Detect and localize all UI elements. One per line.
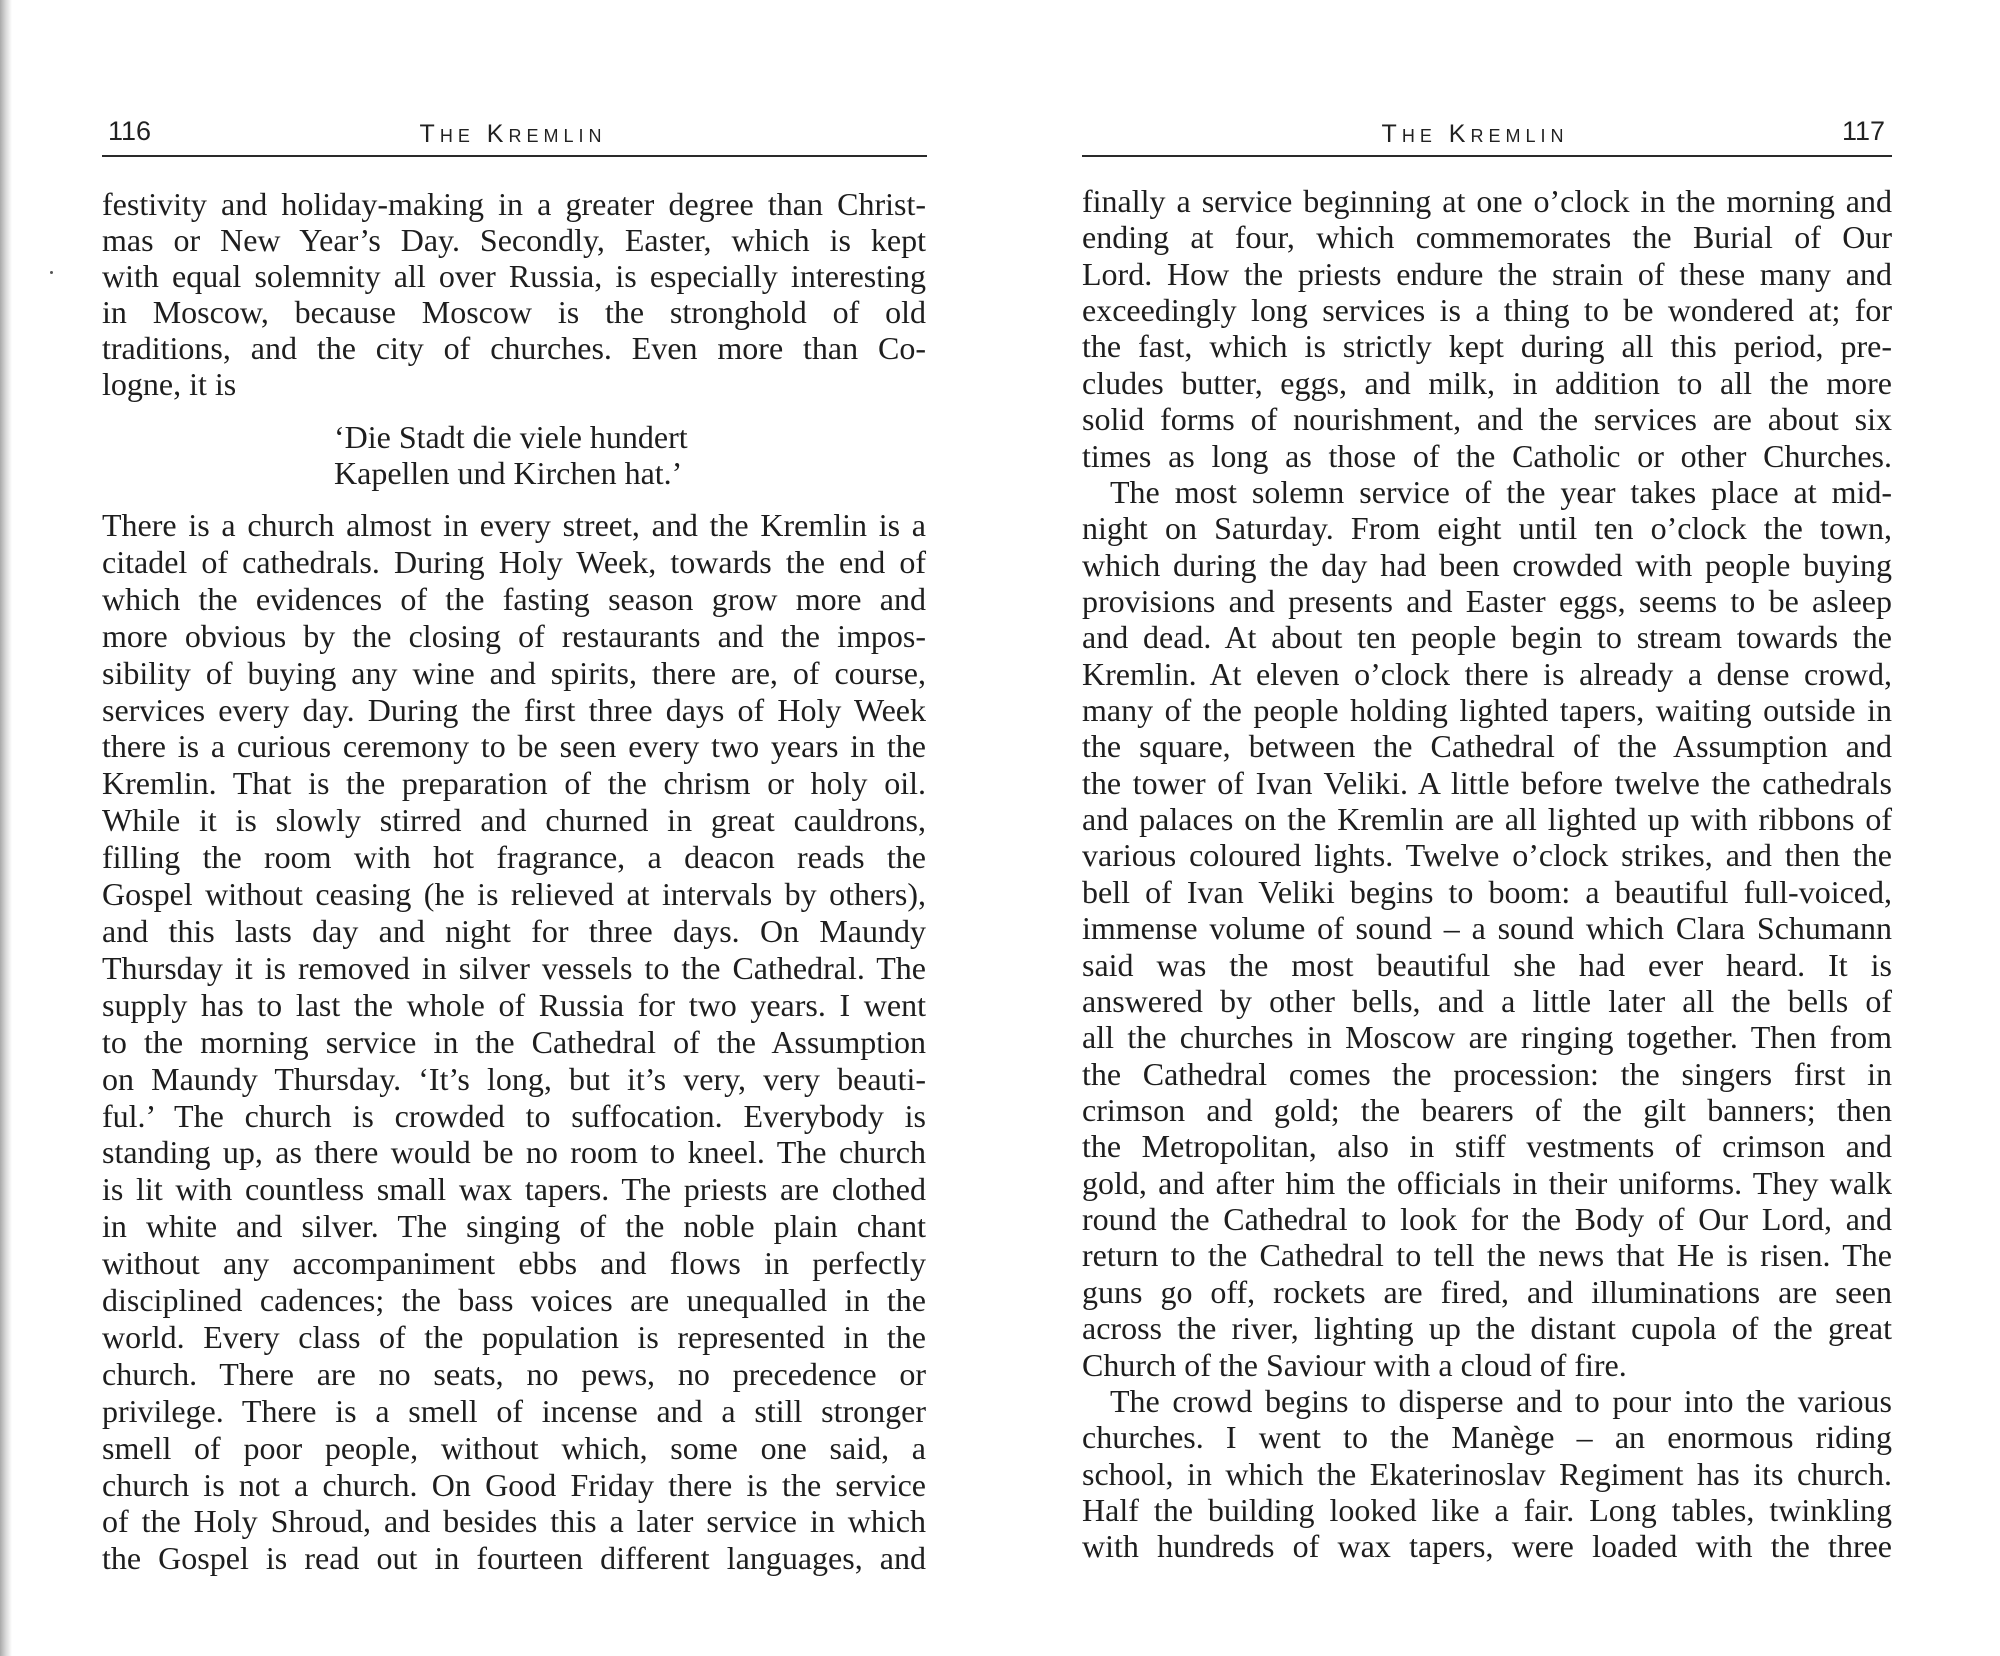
text-line: The most solemn service of the year takes place at mid- — [1110, 473, 1892, 510]
text-line: churches. I went to the Manège – an enormous riding — [1082, 1419, 1892, 1456]
text-line: solid forms of nourishment, and the services are about six — [1082, 401, 1892, 438]
quote-line: Kapellen und Kirchen hat.’ — [334, 455, 683, 491]
text-line: There is a church almost in every street, and the Kremlin is a — [102, 507, 926, 543]
text-line: the fast, which is strictly kept during all this period, pre- — [1082, 328, 1892, 365]
header-rule — [1082, 155, 1892, 157]
text-line: Thursday it is removed in silver vessels to the Cathedral. The — [102, 949, 926, 986]
text-line: standing up, as there would be no room to kneel. The church — [102, 1134, 926, 1171]
text-line: and dead. At about ten people begin to stream towards the — [1082, 619, 1892, 656]
text-line: the Metropolitan, also in stiff vestments of crimson and — [1082, 1128, 1892, 1165]
text-line: The crowd begins to disperse and to pour into the various — [1110, 1382, 1892, 1419]
text-line: in white and silver. The singing of the noble plain chant — [102, 1208, 926, 1245]
text-line: provisions and presents and Easter eggs, seems to be asleep — [1082, 582, 1892, 619]
quote-line: ‘Die Stadt die viele hundert — [334, 419, 688, 455]
text-line: which during the day had been crowded with people buying — [1082, 546, 1892, 583]
text-line: services every day. During the first three days of Holy Week — [102, 691, 926, 728]
text-line: ending at four, which commemorates the Burial of Our — [1082, 219, 1892, 256]
text-line: Gospel without ceasing (he is relieved at intervals by others), — [102, 876, 926, 913]
text-line: sibility of buying any wine and spirits, there are, of course, — [102, 654, 926, 691]
text-line: supply has to last the whole of Russia for two years. I went — [102, 986, 926, 1023]
text-line: with hundreds of wax tapers, were loaded with the three — [1082, 1528, 1892, 1565]
text-line: Kremlin. That is the preparation of the chrism or holy oil. — [102, 765, 926, 802]
header-rule — [102, 155, 927, 157]
text-line: the Gospel is read out in fourteen different languages, and — [102, 1540, 926, 1577]
text-line: world. Every class of the population is represented in the — [102, 1318, 926, 1355]
text-line: smell of poor people, without which, some one said, a — [102, 1429, 926, 1466]
text-line: gold, and after him the officials in their uniforms. They walk — [1082, 1164, 1892, 1201]
text-line: logne, it is — [102, 366, 237, 402]
text-line: and this lasts day and night for three days. On Maundy — [102, 912, 926, 949]
text-line: to the morning service in the Cathedral of the Assumption — [102, 1023, 926, 1060]
text-line: the square, between the Cathedral of the Assumption and — [1082, 728, 1892, 765]
page-number: 116 — [108, 116, 152, 146]
text-line: finally a service beginning at one o’clock in the morning and — [1082, 183, 1892, 219]
text-line: night on Saturday. From eight until ten o’clock the town, — [1082, 510, 1892, 547]
text-line: across the river, lighting up the distant cupola of the great — [1082, 1310, 1892, 1347]
text-line: While it is slowly stirred and churned in great cauldrons, — [102, 802, 926, 839]
text-line: immense volume of sound – a sound which Clara Schumann — [1082, 910, 1892, 947]
text-line: school, in which the Ekaterinoslav Regiment has its church. — [1082, 1455, 1892, 1492]
text-line: the Cathedral comes the procession: the singers first in — [1082, 1055, 1892, 1092]
text-line: and palaces on the Kremlin are all lighted up with ribbons of — [1082, 801, 1892, 838]
paragraph — [102, 507, 926, 1577]
text-line: mas or New Year’s Day. Secondly, Easter, which is kept — [102, 222, 926, 258]
page-number: 117 — [1841, 116, 1885, 146]
text-line: is lit with countless small wax tapers. The priests are clothed — [102, 1171, 926, 1208]
text-line: without any accompaniment ebbs and flows in perfectly — [102, 1245, 926, 1282]
text-line: privilege. There is a smell of incense and a still stronger — [102, 1392, 926, 1429]
text-line: which the evidences of the fasting season grow more and — [102, 580, 926, 617]
text-line: disciplined cadences; the bass voices are unequalled in the — [102, 1282, 926, 1319]
running-head: The Kremlin — [419, 120, 607, 148]
text-line: round the Cathedral to look for the Body of Our Lord, and — [1082, 1201, 1892, 1238]
text-line: crimson and gold; the bearers of the gilt banners; then — [1082, 1091, 1892, 1128]
text-line: with equal solemnity all over Russia, is especially interesting — [102, 258, 926, 294]
paragraph-continued — [102, 186, 926, 402]
text-line: festivity and holiday-making in a greater degree than Christ- — [102, 186, 926, 222]
text-line: there is a curious ceremony to be seen every two years in the — [102, 728, 926, 765]
text-line: in Moscow, because Moscow is the stronghold of old — [102, 294, 926, 330]
text-line: said was the most beautiful she had ever heard. It is — [1082, 946, 1892, 983]
text-line: Church of the Saviour with a cloud of fire. — [1082, 1346, 1627, 1383]
text-line: answered by other bells, and a little later all the bells of — [1082, 982, 1892, 1019]
text-line: Lord. How the priests endure the strain of these many and — [1082, 255, 1892, 292]
text-line: of the Holy Shroud, and besides this a later service in which — [102, 1503, 926, 1540]
text-line: many of the people holding lighted tapers, waiting outside in — [1082, 692, 1892, 729]
text-line: church is not a church. On Good Friday there is the service — [102, 1466, 926, 1503]
text-line: ful.’ The church is crowded to suffocation. Everybody is — [102, 1097, 926, 1134]
text-line: more obvious by the closing of restaurants and the impos- — [102, 617, 926, 654]
running-head: The Kremlin — [1381, 120, 1569, 148]
block-quote — [334, 419, 894, 491]
text-line: on Maundy Thursday. ‘It’s long, but it’s very, very beauti- — [102, 1060, 926, 1097]
text-line: traditions, and the city of churches. Even more than Co- — [102, 330, 926, 366]
text-line: Kremlin. At eleven o’clock there is already a dense crowd, — [1082, 655, 1892, 692]
text-line: cludes butter, eggs, and milk, in addition to all the more — [1082, 364, 1892, 401]
right-page — [1000, 0, 2000, 1656]
page-body — [1082, 183, 1892, 1565]
text-line: exceedingly long services is a thing to be wondered at; for — [1082, 292, 1892, 329]
text-line: church. There are no seats, no pews, no precedence or — [102, 1355, 926, 1392]
text-line: guns go off, rockets are fired, and illuminations are seen — [1082, 1273, 1892, 1310]
text-line: Half the building looked like a fair. Long tables, twinkling — [1082, 1491, 1892, 1528]
text-line: filling the room with hot fragrance, a deacon reads the — [102, 839, 926, 876]
text-line: citadel of cathedrals. During Holy Week, towards the end of — [102, 543, 926, 580]
text-line: various coloured lights. Twelve o’clock strikes, and then the — [1082, 837, 1892, 874]
text-line: bell of Ivan Veliki begins to boom: a beautiful full-voiced, — [1082, 873, 1892, 910]
text-line: return to the Cathedral to tell the news that He is risen. The — [1082, 1237, 1892, 1274]
text-line: the tower of Ivan Veliki. A little before twelve the cathedrals — [1082, 764, 1892, 801]
text-line: times as long as those of the Catholic or other Churches. — [1082, 437, 1892, 474]
text-line: all the churches in Moscow are ringing together. Then from — [1082, 1019, 1892, 1056]
